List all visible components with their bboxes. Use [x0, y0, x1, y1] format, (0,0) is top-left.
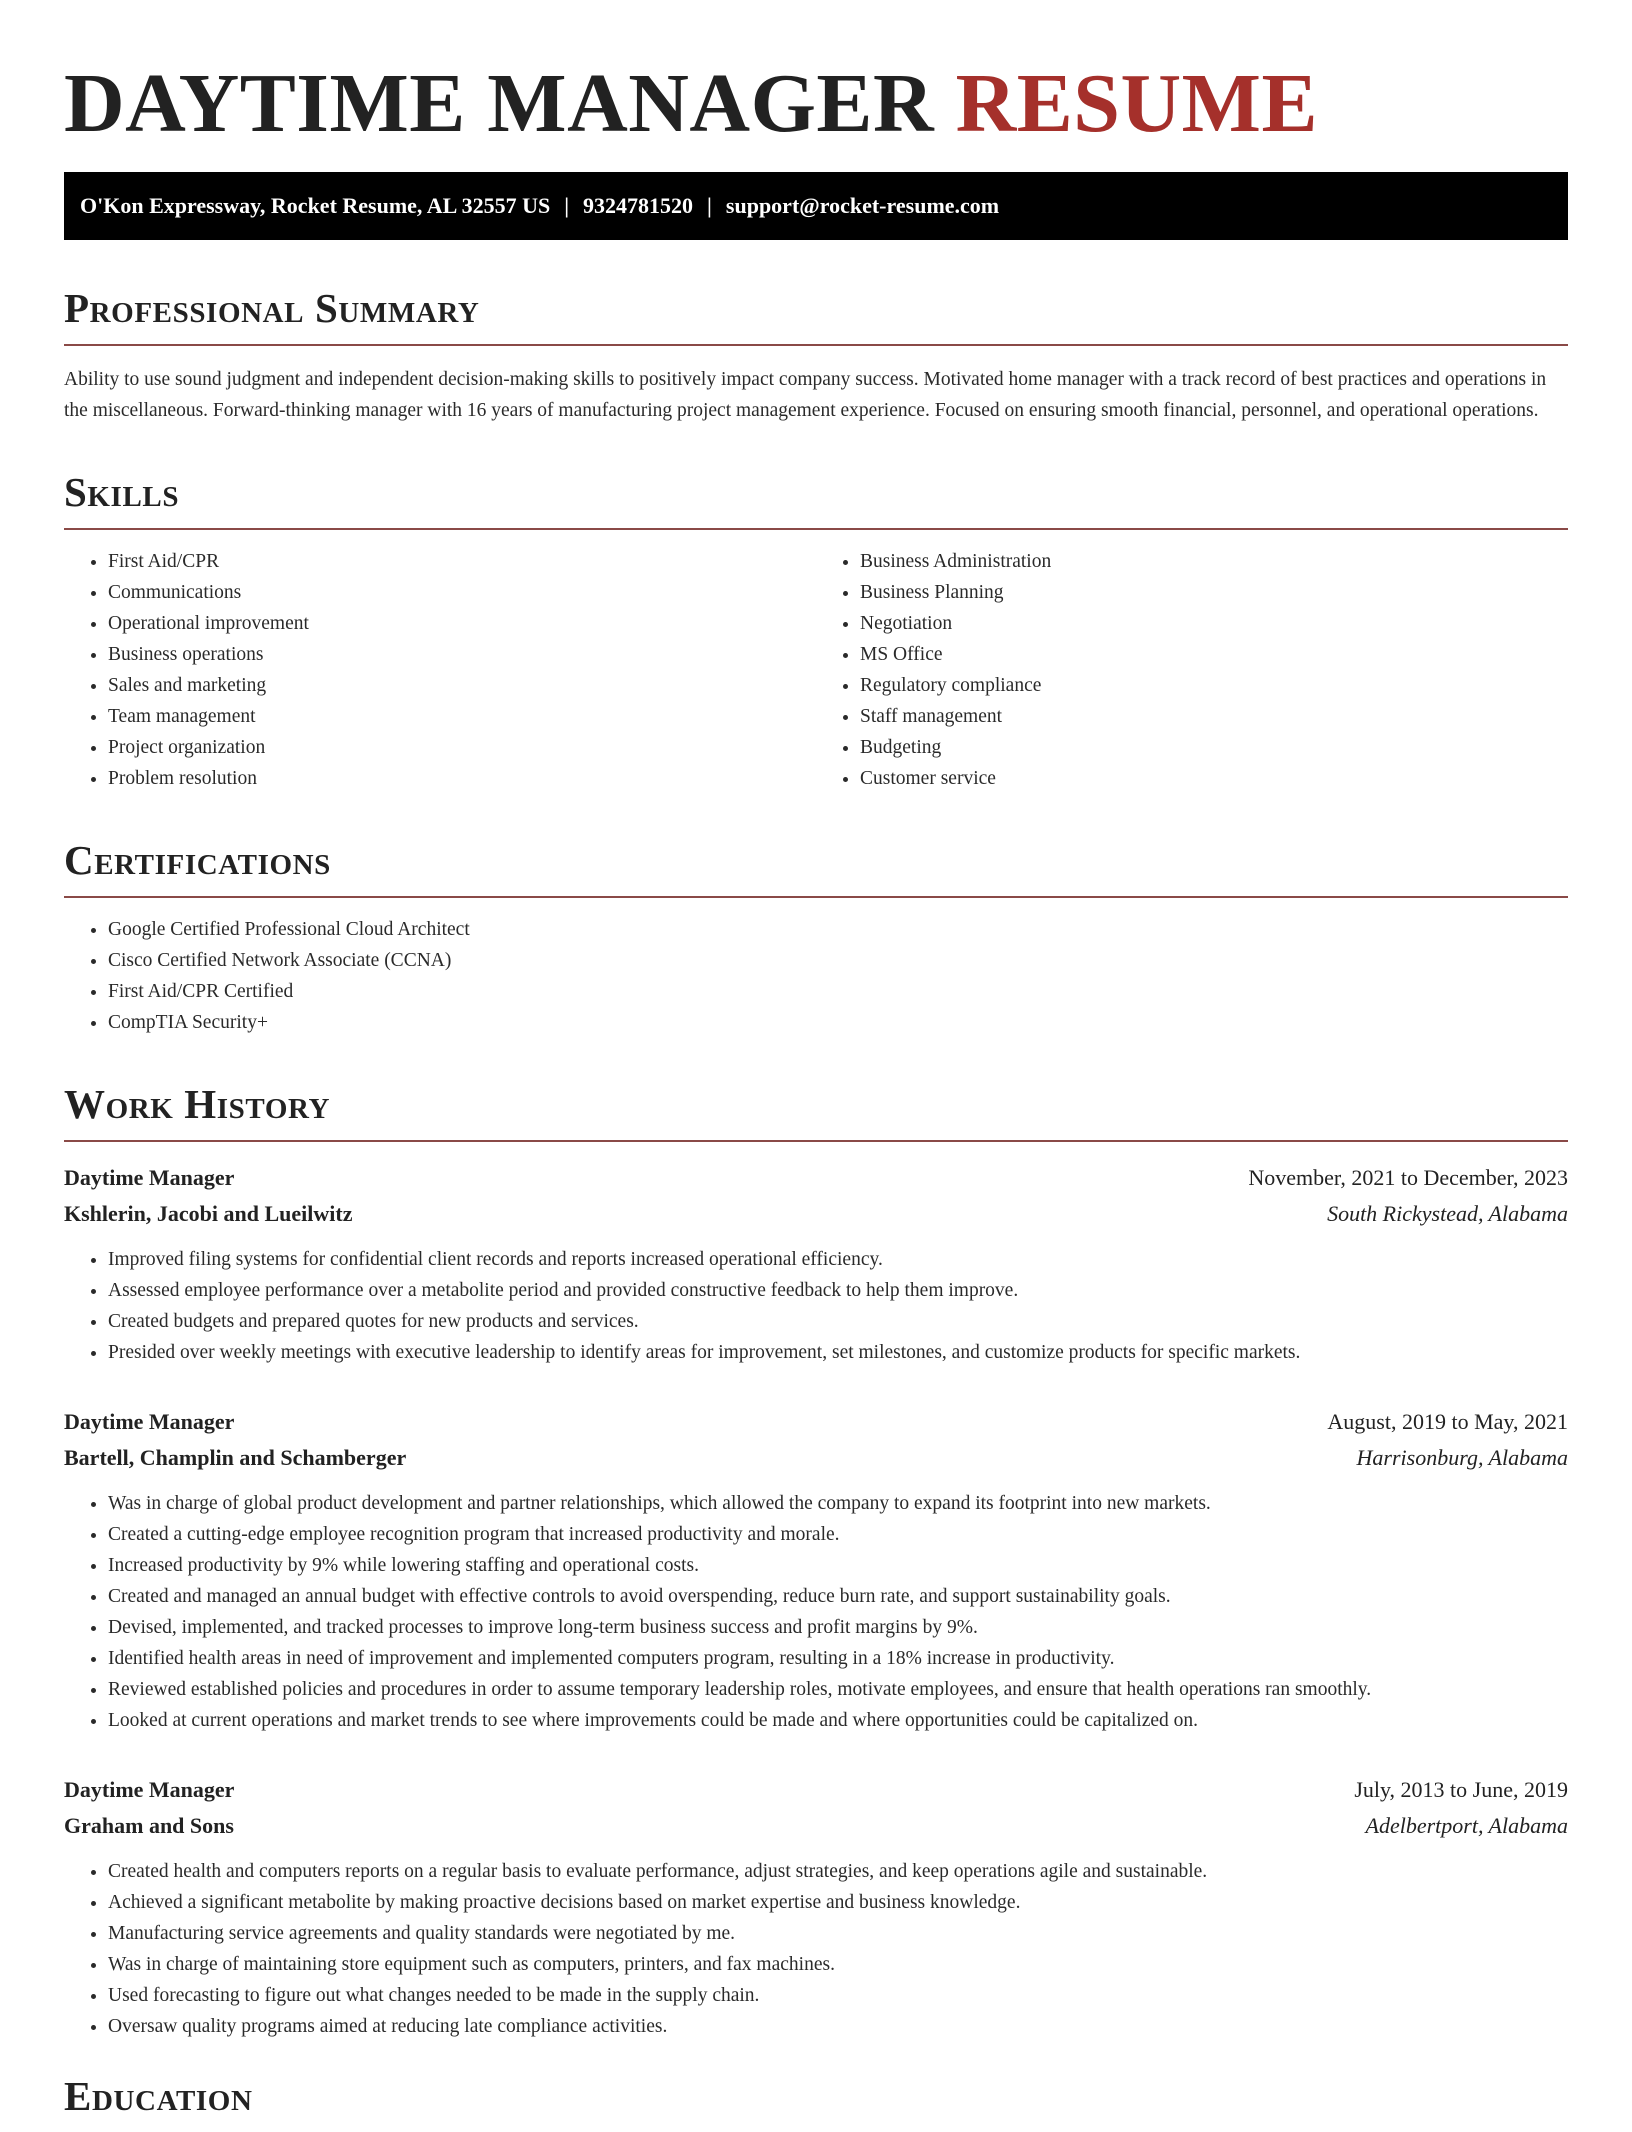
skill-item: • First Aid/CPR: [108, 546, 816, 577]
certifications-section: [64, 836, 1568, 1038]
job-dates: November, 2021 to December, 2023: [1248, 1165, 1568, 1190]
job-bullet: • Was in charge of global product development and partner relationships, which allowed the company to expand its footprint into new markets.: [108, 1488, 1568, 1519]
certification-item: • Google Certified Professional Cloud Architect: [108, 914, 1568, 945]
job-bullet: • Was in charge of maintaining store equipment such as computers, printers, and fax machines.: [108, 1949, 1568, 1980]
skill-item: • MS Office: [860, 639, 1568, 670]
job-bullet: • Assessed employee performance over a metabolite period and provided constructive feedback to help them improve.: [108, 1275, 1568, 1306]
skill-item: • Team management: [108, 701, 816, 732]
resume-page: [64, 0, 1568, 2132]
work-history-section: [64, 1080, 1568, 2042]
job-bullet: • Created a cutting-edge employee recognition program that increased productivity and morale.: [108, 1519, 1568, 1550]
contact-separator: |: [564, 193, 570, 218]
job-bullet: • Created health and computers reports on a regular basis to evaluate performance, adjust strategies, and keep operations agile and sustainable.: [108, 1856, 1568, 1887]
skills-grid: [64, 546, 1568, 794]
job-location: Harrisonburg, Alabama: [1356, 1445, 1568, 1470]
work-history-heading: Work History: [64, 1080, 1568, 1142]
certification-item: • Cisco Certified Network Associate (CCNA): [108, 945, 1568, 976]
job-company: Kshlerin, Jacobi and Lueilwitz: [64, 1201, 353, 1226]
skill-item: • Business Planning: [860, 577, 1568, 608]
job-header-row: [64, 1772, 1568, 1808]
contact-address: O'Kon Expressway, Rocket Resume, AL 32557 US: [80, 193, 551, 218]
job-bullet: • Created budgets and prepared quotes for new products and services.: [108, 1306, 1568, 1337]
job-bullet: • Reviewed established policies and procedures in order to assume temporary leadership roles, motivate employees, and ensure that health operations ran smoothly.: [108, 1674, 1568, 1705]
skills-list-right: [816, 546, 1568, 794]
job-bullet: • Increased productivity by 9% while lowering staffing and operational costs.: [108, 1550, 1568, 1581]
job-title: Daytime Manager: [64, 1777, 235, 1802]
job-title: Daytime Manager: [64, 1409, 235, 1434]
contact-bar: [64, 172, 1568, 240]
job-bullet: • Manufacturing service agreements and quality standards were negotiated by me.: [108, 1918, 1568, 1949]
job-bullet: • Identified health areas in need of improvement and implemented computers program, resulting in a 18% increase in productivity.: [108, 1643, 1568, 1674]
summary-text: Ability to use sound judgment and independent decision-making skills to positively impact company success. Motivated home manager with a track record of best practices and operations in the miscellaneous. Forward-thinking manager with 16 years of manufacturing project management experience. Focused on ensuring smooth financial, personnel, and operational operations.: [64, 369, 1547, 421]
job-title: Daytime Manager: [64, 1165, 235, 1190]
job-header-row: [64, 1160, 1568, 1196]
job-dates: August, 2019 to May, 2021: [1327, 1409, 1568, 1434]
contact-separator: |: [707, 193, 712, 218]
job-company: Bartell, Champlin and Schamberger: [64, 1445, 407, 1470]
job-bullet: • Achieved a significant metabolite by making proactive decisions based on market expertise and business knowledge.: [108, 1887, 1568, 1918]
job-bullet: • Oversaw quality programs aimed at reducing late compliance activities.: [108, 2011, 1568, 2042]
job-company-row: [64, 1440, 1568, 1476]
skill-item: • Negotiation: [860, 608, 1568, 639]
skill-item: • Customer service: [860, 763, 1568, 794]
job-bullets: [64, 1488, 1568, 1736]
skill-item: • Regulatory compliance: [860, 670, 1568, 701]
job-bullet: • Created and managed an annual budget with effective controls to avoid overspending, reduce burn rate, and support sustainability goals.: [108, 1581, 1568, 1612]
job-bullet: • Improved filing systems for confidential client records and reports increased operational efficiency.: [108, 1244, 1568, 1275]
job-location: South Rickystead, Alabama: [1327, 1201, 1568, 1226]
title-main: DAYTIME MANAGER: [64, 57, 935, 150]
skill-item: • Business Administration: [860, 546, 1568, 577]
skill-item: • Business operations: [108, 639, 816, 670]
summary-section: [64, 284, 1568, 426]
skill-item: • Budgeting: [860, 732, 1568, 763]
job-entry: [64, 1404, 1568, 1736]
job-company-row: [64, 1808, 1568, 1844]
skill-item: • Communications: [108, 577, 816, 608]
job-company-row: [64, 1196, 1568, 1232]
job-header-row: [64, 1404, 1568, 1440]
resume-title: [64, 58, 1568, 150]
job-entry: [64, 1160, 1568, 1368]
job-company: Graham and Sons: [64, 1813, 234, 1838]
skill-item: • Project organization: [108, 732, 816, 763]
skills-heading: Skills: [64, 468, 1568, 530]
job-bullet: • Presided over weekly meetings with executive leadership to identify areas for improvement, set milestones, and customize products for specific markets.: [108, 1337, 1568, 1368]
skill-item: • Operational improvement: [108, 608, 816, 639]
skills-section: [64, 468, 1568, 794]
summary-heading: Professional Summary: [64, 284, 1568, 346]
job-location: Adelbertport, Alabama: [1365, 1813, 1568, 1838]
job-bullet: • Devised, implemented, and tracked processes to improve long-term business success and profit margins by 9%.: [108, 1612, 1568, 1643]
contact-email: support@rocket-resume.com: [725, 193, 1000, 218]
job-bullet: • Used forecasting to figure out what changes needed to be made in the supply chain.: [108, 1980, 1568, 2011]
certifications-list: [64, 914, 1568, 1038]
contact-phone: 9324781520: [583, 193, 694, 218]
job-dates: July, 2013 to June, 2019: [1354, 1777, 1568, 1802]
education-section: [64, 2072, 1568, 2132]
education-heading: Education: [64, 2073, 253, 2119]
skills-list-left: [64, 546, 816, 794]
job-bullet: • Looked at current operations and market trends to see where improvements could be made and where opportunities could be capitalized on.: [108, 1705, 1568, 1736]
skill-item: • Sales and marketing: [108, 670, 816, 701]
certifications-heading: Certifications: [64, 836, 1568, 898]
title-accent: RESUME: [955, 57, 1318, 150]
job-bullets: [64, 1244, 1568, 1368]
certification-item: • CompTIA Security+: [108, 1007, 1568, 1038]
certification-item: • First Aid/CPR Certified: [108, 976, 1568, 1007]
job-entry: [64, 1772, 1568, 2042]
job-bullets: [64, 1856, 1568, 2042]
skill-item: • Staff management: [860, 701, 1568, 732]
skill-item: • Problem resolution: [108, 763, 816, 794]
